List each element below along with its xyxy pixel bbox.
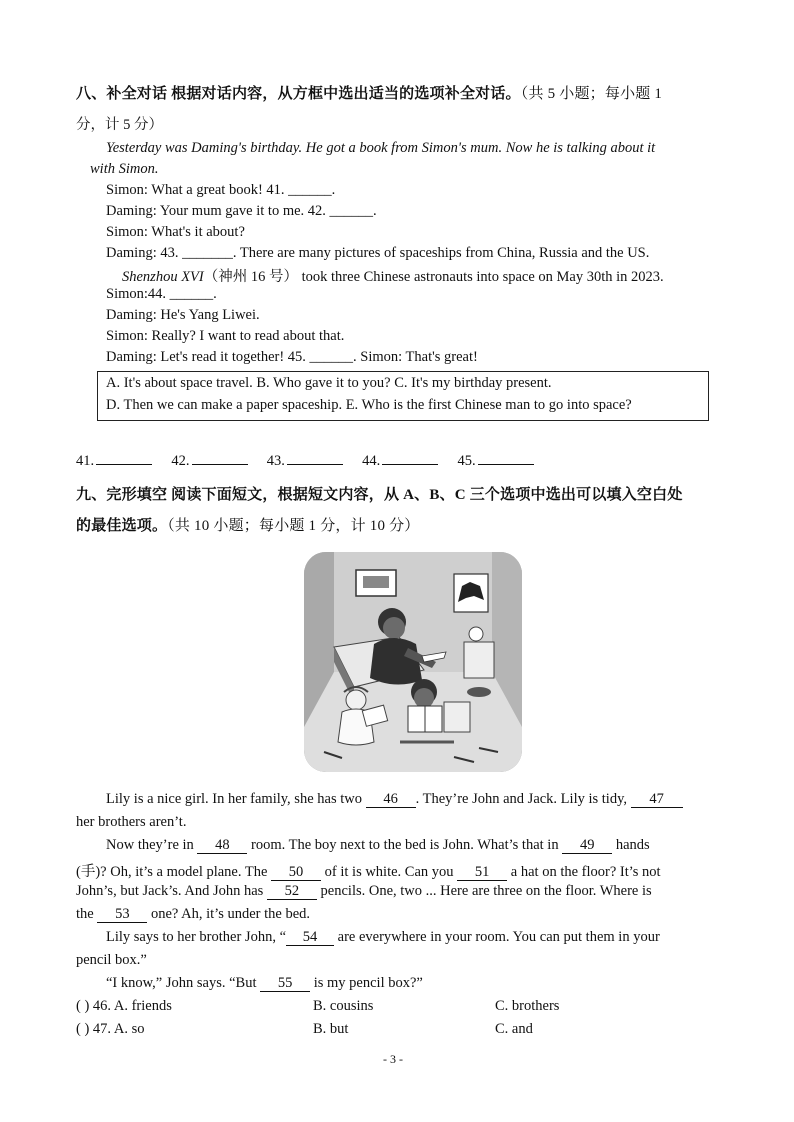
- question-47-option-c[interactable]: C. and: [495, 1021, 533, 1037]
- question-47-label: ( ) 47. A. so: [76, 1021, 145, 1037]
- question-46-option-b[interactable]: B. cousins: [313, 998, 374, 1014]
- blank-53[interactable]: 53: [97, 907, 147, 923]
- passage-line: the 53 one? Ah, it’s under the bed.: [76, 906, 311, 922]
- answer-blank-45[interactable]: [478, 452, 534, 465]
- section9-title-cont: 的最佳选项。（共 10 小题；每小题 1 分，计 10 分）: [76, 518, 420, 534]
- passage-line: Lily says to her brother John, “ 54 are everywhere in your room. You can put them in your: [106, 929, 660, 945]
- question-46-option-c[interactable]: C. brothers: [495, 998, 560, 1014]
- blank-52[interactable]: 52: [267, 884, 317, 900]
- dialogue-line-cont: Shenzhou XVI（神州 16 号） took three Chinese astronauts into space on May 30th in 2023.: [122, 269, 664, 285]
- dialogue-line: Daming: 43. _______. There are many pictures of spaceships from China, Russia and the US.: [106, 245, 650, 261]
- blank-50[interactable]: 50: [271, 865, 321, 881]
- passage-line: “I know,” John says. “But 55 is my pencil box?”: [106, 975, 423, 991]
- section8-score-note-cont: 分，计 5 分）: [76, 117, 163, 133]
- options-row: A. It's about space travel. B. Who gave it to you? C. It's my birthday present.: [106, 375, 552, 391]
- answer-blank-42[interactable]: [192, 452, 248, 465]
- passage-line: Now they’re in 48 room. The boy next to the bed is John. What’s that in 49 hands: [106, 837, 650, 853]
- blank-47[interactable]: 47: [631, 792, 683, 808]
- question-47-option-b[interactable]: B. but: [313, 1021, 349, 1037]
- blank-51[interactable]: 51: [457, 865, 507, 881]
- dialogue-line: Simon: Really? I want to read about that.: [106, 328, 345, 344]
- blank-46[interactable]: 46: [366, 792, 416, 808]
- passage-line: Lily is a nice girl. In her family, she has two 46 . They’re John and Jack. Lily is tidy, 47: [106, 791, 683, 808]
- answer-blank-41[interactable]: [96, 452, 152, 465]
- passage-line: John’s, but Jack’s. And John has 52 pencils. One, two ... Here are three on the floor. Where is: [76, 883, 652, 899]
- blank-48[interactable]: 48: [197, 838, 247, 854]
- blank-54[interactable]: 54: [286, 930, 334, 946]
- section9-score-note: （共 10 小题；每小题 1 分，计 10 分）: [167, 518, 420, 534]
- passage-line: her brothers aren’t.: [76, 814, 187, 830]
- question-46-label: ( ) 46. A. friends: [76, 998, 172, 1014]
- shenzhou-name: Shenzhou XVI: [122, 269, 204, 285]
- passage-line: pencil box.”: [76, 952, 147, 968]
- section8-title: 八、补全对话 根据对话内容，从方框中选出适当的选项补全对话。（共 5 小题；每小题 1: [76, 86, 663, 102]
- dialogue-line: Daming: Your mum gave it to me. 42. ______.: [106, 203, 377, 219]
- kids-room-illustration: [304, 552, 522, 772]
- section8-intro: Yesterday was Daming's birthday. He got a book from Simon's mum. Now he is talking about it: [106, 140, 656, 156]
- dialogue-line: Simon: What's it about?: [106, 224, 245, 240]
- section8-score-note: （共 5 小题；每小题 1: [520, 86, 663, 102]
- page-number: - 3 -: [383, 1052, 403, 1066]
- options-row: D. Then we can make a paper spaceship. E. Who is the first Chinese man to go into space?: [106, 397, 632, 413]
- answer-row: 41. 42. 43. 44. 45.: [76, 452, 534, 470]
- answer-blank-43[interactable]: [287, 452, 343, 465]
- section8-intro-cont: with Simon.: [90, 161, 159, 177]
- dialogue-line: Simon: What a great book! 41. ______.: [106, 182, 336, 198]
- dialogue-line: Daming: He's Yang Liwei.: [106, 307, 260, 323]
- blank-55[interactable]: 55: [260, 976, 310, 992]
- passage-line: (手)? Oh, it’s a model plane. The 50 of it is white. Can you 51 a hat on the floor? It’s not: [76, 864, 661, 880]
- blank-49[interactable]: 49: [562, 838, 612, 854]
- dialogue-line: Simon:44. ______.: [106, 286, 217, 302]
- dialogue-line: Daming: Let's read it together! 45. ______. Simon: That's great!: [106, 349, 478, 365]
- section9-title: 九、完形填空 阅读下面短文，根据短文内容，从 A、B、C 三个选项中选出可以填入空白处: [76, 487, 683, 503]
- answer-blank-44[interactable]: [382, 452, 438, 465]
